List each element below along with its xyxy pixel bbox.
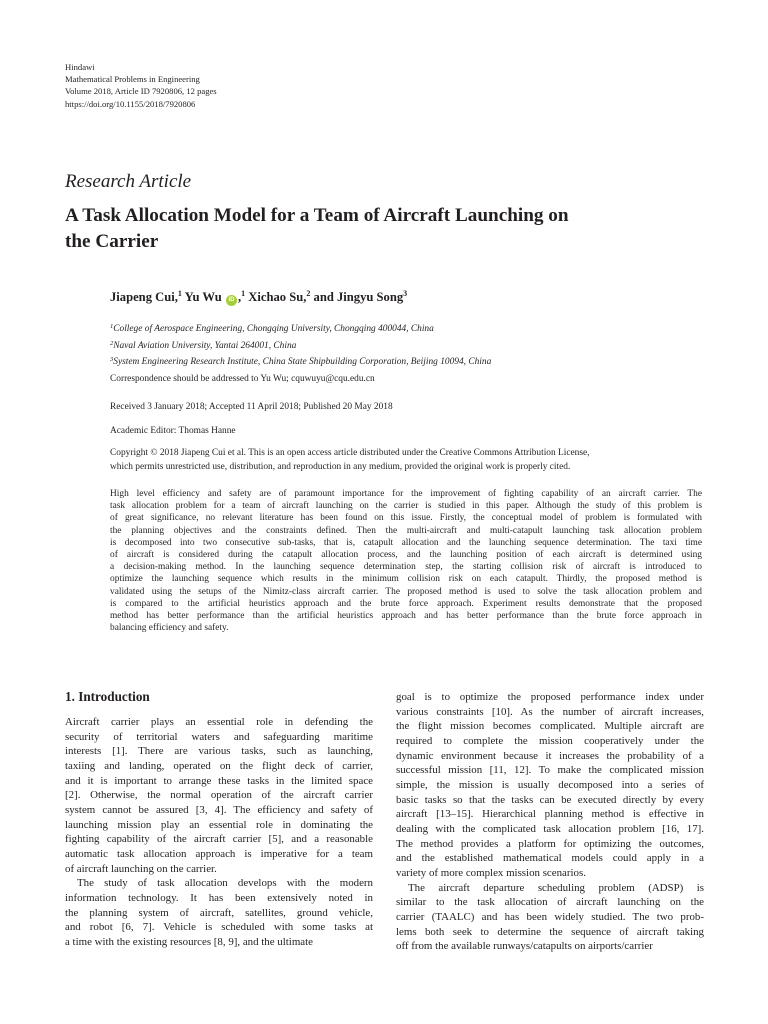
- copyright-line: Copyright © 2018 Jiapeng Cui et al. This is an open access article distributed under the Creative Commons Attribution License,: [110, 448, 590, 458]
- text-line: of great significance, no relevant literature has been found on this issue. Firstly, the conceptual model of problem is formulated with: [110, 513, 702, 524]
- text-line: off from the available runways/catapults on airports/carrier: [396, 940, 653, 953]
- text-line: taxiing and landing, operated on the flight deck of carrier,: [65, 759, 373, 772]
- article-kind: Research Article: [65, 171, 192, 192]
- text-line: optimize the launching sequence which results in the minimum collision risk on each catapult. Thirdly, the proposed method is: [110, 574, 702, 585]
- text-line: the flight mission becomes complicated. Multiple aircraft are: [396, 720, 704, 733]
- text-line: goal is to optimize the proposed performance index under: [396, 691, 704, 703]
- affiliation-number: 1: [110, 323, 114, 330]
- text-line: a time with the existing resources [8, 9], and the ultimate: [65, 935, 313, 948]
- title-line: the Carrier: [65, 231, 159, 252]
- affiliation-number: 3: [110, 356, 114, 364]
- text-line: successful mission [11, 12]. To make the complicated mission: [396, 764, 704, 777]
- text-line: security of territorial waters and safeguarding maritime: [65, 730, 373, 743]
- text-line: validated using the setups of the Nimitz-class aircraft carrier. The proposed method is used to solve the task allocation problem and: [110, 586, 702, 597]
- volume-line: Volume 2018, Article ID 7920806, 12 pages: [65, 86, 217, 97]
- text-line: Aircraft carrier plays an essential role in defending the: [65, 716, 373, 728]
- author-name: and Jingyu Song: [310, 290, 404, 304]
- affiliation: [110, 337, 491, 354]
- text-line: carrier (TAALC) and has been widely studied. The two prob-: [396, 910, 704, 923]
- author-list: Jiapeng Cui,$^1$ Yu Wu iD ,$^1$ Xichao Su,$^2$ and Jingyu Song$^3$: [110, 289, 408, 304]
- affiliation-marker: 2: [306, 289, 311, 298]
- correspondence: Correspondence should be addressed to Yu Wu; cquwuyu@cqu.edu.cn: [110, 374, 375, 384]
- affiliation-text: Naval Aviation University, Yantai 264001, China: [113, 340, 297, 351]
- affiliation-marker: 3: [403, 289, 408, 298]
- text-line: information technology. It has been extensively noted in: [65, 891, 373, 904]
- text-line: system cannot be assured [3, 4]. The efficiency and safety of: [65, 803, 373, 816]
- affiliation: [110, 353, 491, 370]
- academic-editor: Academic Editor: Thomas Hanne: [110, 426, 236, 436]
- copyright-line: which permits unrestricted use, distribution, and reproduction in any medium, provided the original work is properly cited.: [110, 461, 571, 472]
- affiliation-text: System Engineering Research Institute, China State Shipbuilding Corporation, Beijing 10094, China: [113, 357, 492, 368]
- text-line: method has better performance than the artificial heuristics approach and has better performance than the brute force approach in: [110, 611, 702, 622]
- section-heading: 1. Introduction: [65, 689, 150, 704]
- doi-link[interactable]: https://doi.org/10.1155/2018/7920806: [65, 98, 196, 109]
- text-line: of aircraft launching on the carrier.: [65, 862, 217, 875]
- text-line: task allocation problem for a team of aircraft launching on the carrier is studied in this paper. Although the study of this problem is: [110, 501, 702, 512]
- text-line: is decomposed into two consecutive sub-tasks, that is, catapult allocation and the launching sequence determination. The taxi time: [110, 537, 702, 548]
- affiliation-marker: 1: [241, 289, 246, 298]
- text-line: interests [1]. There are various tasks, such as launching,: [65, 745, 373, 758]
- text-line: is compared to the artificial heuristics approach and the brute force approach. Experiment results demonstrate that the proposed: [110, 598, 702, 609]
- text-line: The method provides a platform for optimizing the outcomes,: [396, 837, 704, 850]
- text-line: and robot [6, 7]. Vehicle is scheduled with some tasks at: [65, 921, 373, 934]
- text-line: simple, the mission is usually decomposed into a series of: [396, 778, 704, 791]
- text-line: aircraft [13–15]. Hierarchical planning method is effective in: [396, 808, 704, 821]
- text-line: The study of task allocation develops with the modern: [77, 877, 373, 890]
- affiliation-text: College of Aerospace Engineering, Chongqing University, Chongqing 400044, China: [113, 324, 434, 334]
- abstract: [110, 488, 702, 634]
- text-line: launching mission play an essential role in dominating the: [65, 818, 373, 831]
- copyright-notice: [110, 447, 710, 475]
- text-line: a decision-making method. In the launching sequence determination step, the starting collision risk of aircraft is introduced to: [110, 562, 702, 573]
- text-line: variety of more complex mission scenarios.: [396, 866, 586, 879]
- text-line: balancing efficiency and safety.: [110, 623, 229, 634]
- text-line: basic tasks so that the tasks can be executed directly by every: [396, 793, 704, 806]
- text-line: [2]. Otherwise, the normal operation of the aircraft carrier: [65, 789, 373, 802]
- title-line: A Task Allocation Model for a Team of Aircraft Launching on: [65, 205, 569, 226]
- text-line: The aircraft departure scheduling problem (ADSP) is: [408, 881, 704, 894]
- body-column-left: [65, 715, 373, 950]
- affiliations: [110, 320, 491, 370]
- publisher-name: Hindawi: [65, 62, 95, 72]
- publication-dates: Received 3 January 2018; Accepted 11 April 2018; Published 20 May 2018: [110, 402, 393, 412]
- text-line: fighting capability of the aircraft carrier [5], and a reasonable: [65, 833, 373, 846]
- text-line: required to complete the mission cooperatively under the: [396, 734, 704, 747]
- affiliation-marker: 1: [177, 289, 182, 298]
- author-name: Yu Wu: [181, 290, 222, 304]
- affiliation-number: 2: [110, 339, 114, 347]
- text-line: the planning system of aircraft, satellites, ground vehicle,: [65, 906, 373, 919]
- journal-header: [65, 61, 217, 110]
- text-line: dynamic environment because it increases the probability of a: [396, 749, 704, 762]
- article-title: [65, 203, 705, 255]
- text-line: automatic task allocation approach is imperative for a team: [65, 847, 373, 860]
- affiliation: [110, 320, 491, 337]
- text-line: lems both seek to determine the sequence of aircraft taking: [396, 925, 704, 938]
- text-line: and it is important to arrange these tasks in the limited space: [65, 774, 373, 787]
- body-column-right: [396, 690, 704, 954]
- text-line: of aircraft is considered during the catapult allocation process, and the launching position of each aircraft is determined using: [110, 550, 702, 561]
- text-line: and the established mathematical models could apply in a: [396, 852, 704, 865]
- author-name: Xichao Su,: [245, 290, 307, 304]
- text-line: High level efficiency and safety are of paramount importance for the improvement of fighting capability of an aircraft carrier. The: [110, 489, 702, 499]
- text-line: various constraints [10]. As the number of aircraft increases,: [396, 705, 704, 718]
- text-line: dealing with the complicated task allocation problem [16, 17].: [396, 822, 704, 835]
- text-line: similar to the task allocation of aircraft launching on the: [396, 896, 704, 909]
- journal-name: Mathematical Problems in Engineering: [65, 74, 200, 85]
- text-line: the planning objectives and the constraints defined. Then the multi-aircraft and multi-catapult launching task allocation problem: [110, 525, 702, 536]
- author-name: Jiapeng Cui,: [110, 290, 178, 304]
- orcid-icon[interactable]: iD: [226, 295, 237, 306]
